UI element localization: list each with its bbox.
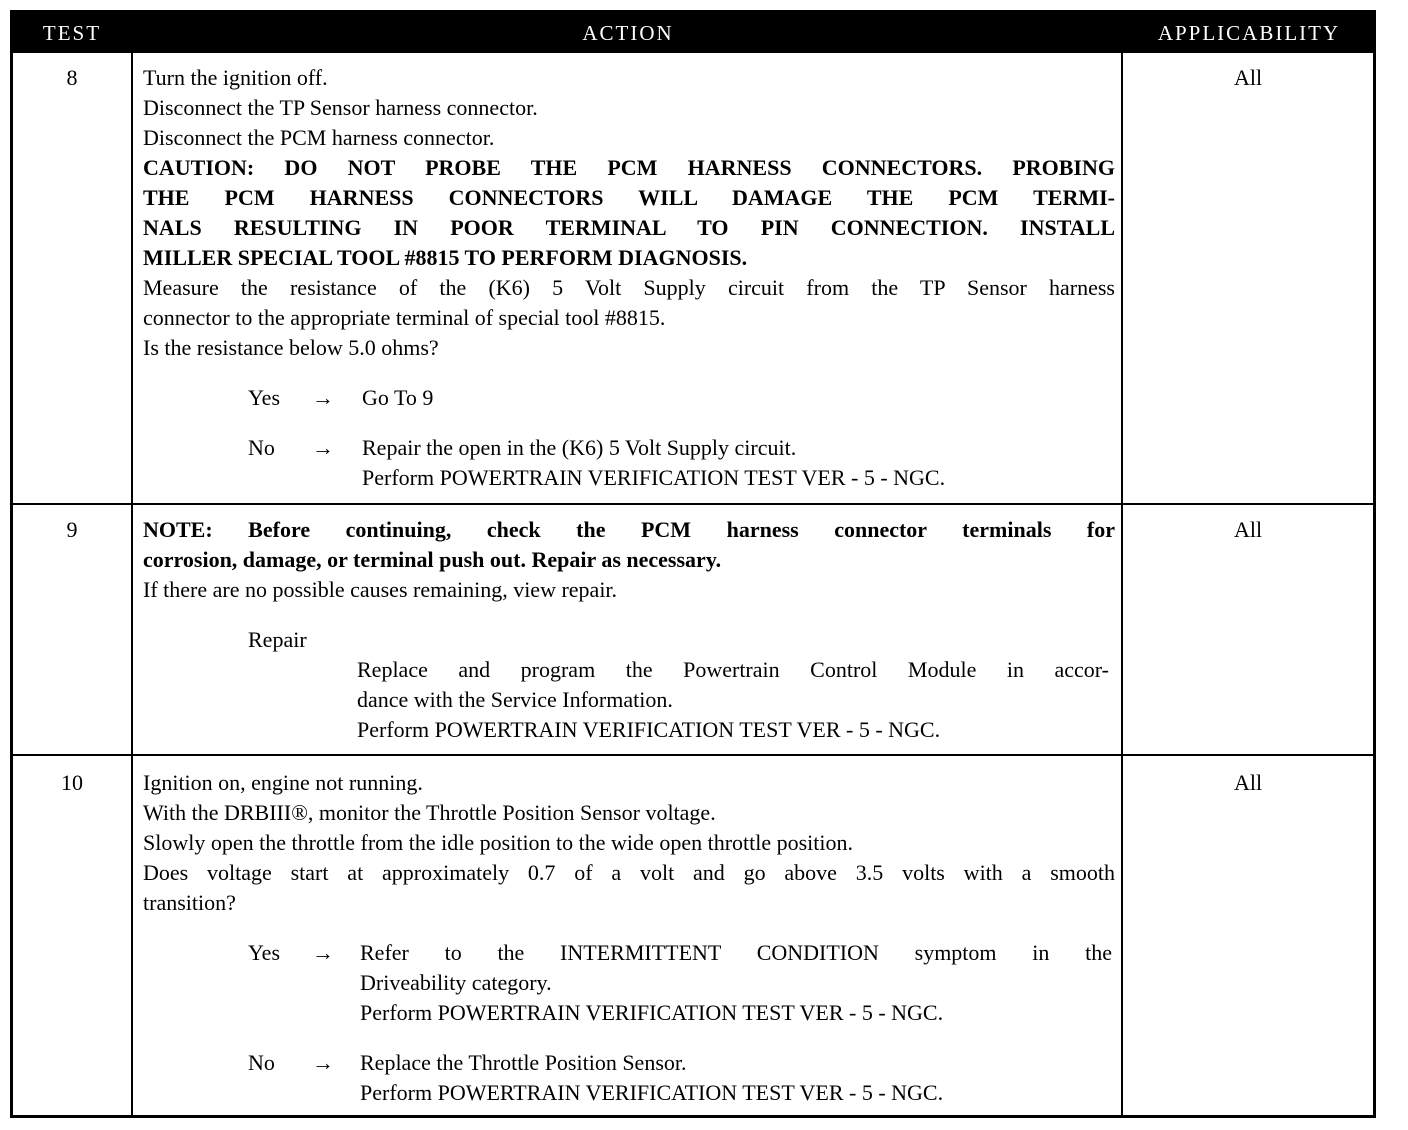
header-applicability: APPLICABILITY [1157, 21, 1341, 45]
action-line: Slowly open the throttle from the idle position to the wide open throttle position. [143, 830, 854, 855]
arrow-icon: → [312, 435, 334, 460]
action-line: Measure the resistance of the (K6) 5 Volt Supply circuit from the TP Sensor harness [143, 275, 1115, 300]
repair-line: Replace and program the Powertrain Control Module in accor- [357, 657, 1109, 682]
action-line: Does voltage start at approximately 0.7 of a volt and go above 3.5 volts with a smooth [143, 860, 1115, 885]
note-line: NOTE: Before continuing, check the PCM harness connector terminals for [143, 517, 1115, 542]
caution-line: NALS RESULTING IN POOR TERMINAL TO PIN CONNECTION. INSTALL [143, 215, 1115, 240]
applicability-value: All [1233, 517, 1263, 542]
arrow-icon: → [312, 1050, 334, 1075]
arrow-icon: → [312, 940, 334, 965]
row-divider [13, 754, 1373, 756]
caution-line: THE PCM HARNESS CONNECTORS WILL DAMAGE THE PCM TERMI- [143, 185, 1115, 210]
yes-result [360, 938, 1112, 1028]
action-line: connector to the appropriate terminal of special tool #8815. [143, 305, 666, 330]
repair-label: Repair [248, 627, 307, 652]
column-divider [1121, 13, 1123, 1115]
caution-line: CAUTION: DO NOT PROBE THE PCM HARNESS CONNECTORS. PROBING [143, 155, 1115, 180]
caution-line: MILLER SPECIAL TOOL #8815 TO PERFORM DIAGNOSIS. [143, 245, 748, 270]
test-number: 10 [61, 770, 83, 795]
header-test: TEST [42, 21, 102, 45]
yes-label: Yes [248, 385, 281, 410]
action-line: Turn the ignition off. [143, 65, 328, 90]
action-line: Disconnect the PCM harness connector. [143, 125, 495, 150]
action-line: Is the resistance below 5.0 ohms? [143, 335, 439, 360]
test-8-action [143, 63, 1115, 490]
test-number: 8 [66, 65, 78, 90]
no-result: Repair the open in the (K6) 5 Volt Supply circuit. [362, 435, 797, 460]
column-divider [131, 13, 133, 1115]
applicability-value: All [1233, 770, 1263, 795]
repair-line: Perform POWERTRAIN VERIFICATION TEST VER - 5 - NGC. [357, 717, 941, 742]
no-result: Replace the Throttle Position Sensor. [360, 1050, 687, 1075]
yes-result-line: Driveability category. [360, 970, 552, 995]
repair-instructions [357, 655, 1109, 745]
no-result: Perform POWERTRAIN VERIFICATION TEST VER - 5 - NGC. [360, 1080, 944, 1105]
no-label: No [248, 1050, 275, 1075]
diagnostic-test-table [10, 10, 1376, 1118]
test-10-action [143, 768, 1115, 1105]
no-result: Perform POWERTRAIN VERIFICATION TEST VER - 5 - NGC. [362, 465, 946, 490]
action-line: Disconnect the TP Sensor harness connector. [143, 95, 538, 120]
action-line: transition? [143, 890, 236, 915]
action-line: With the DRBIII®, monitor the Throttle Position Sensor voltage. [143, 800, 716, 825]
action-line: If there are no possible causes remaining, view repair. [143, 577, 618, 602]
yes-label: Yes [248, 940, 281, 965]
yes-result-line: Refer to the INTERMITTENT CONDITION symptom in the [360, 940, 1112, 965]
note-line: corrosion, damage, or terminal push out. Repair as necessary. [143, 547, 722, 572]
test-number: 9 [66, 517, 78, 542]
yes-result: Go To 9 [362, 385, 434, 410]
action-line: Ignition on, engine not running. [143, 770, 423, 795]
yes-result-line: Perform POWERTRAIN VERIFICATION TEST VER - 5 - NGC. [360, 1000, 944, 1025]
no-label: No [248, 435, 275, 460]
test-9-action [143, 515, 1115, 742]
table-header [13, 13, 1373, 53]
row-divider [13, 503, 1373, 505]
header-action: ACTION [582, 21, 674, 45]
repair-line: dance with the Service Information. [357, 687, 673, 712]
arrow-icon: → [312, 385, 334, 410]
applicability-value: All [1233, 65, 1263, 90]
